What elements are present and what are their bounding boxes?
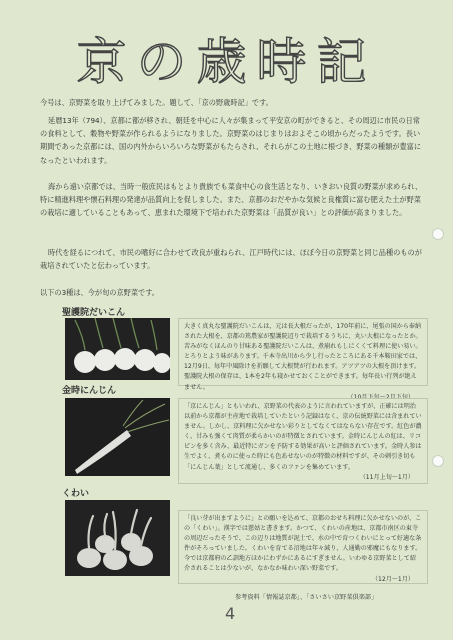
history-paragraph-2: 海から遠い京都では、当時一般庶民はもとより貴族でも菜食中心の食生活となり、いきおい良質の野菜が求められ、特に精進料理や懐石料理の発達が品質向上を促しました。また、京都のおだやかな気候と良権質に富む肥えた土が野菜の栽培に適していることもあって、恵まれた環境下で培われた京野菜は「品質が良い」との評価が高まりました。 xyxy=(40,182,423,218)
page-title: 京の歳時記 xyxy=(76,33,377,91)
list-intro: 以下の3種は、今が旬の京野菜です。 xyxy=(40,288,159,297)
history-paragraph-3: 時代を経るにつれて、市民の嗜好に合わせて改良が重ねられ、江戸時代には、ほぼ今日の京野菜と同じ品種のものが栽培されていたと伝わっています。 xyxy=(40,248,422,271)
carrot-photo xyxy=(65,398,170,476)
daikon-photo xyxy=(65,318,170,380)
vegetable-desc-box-carrot xyxy=(178,398,428,484)
vegetable-name-carrot: 金時にんじん xyxy=(62,386,117,396)
intro-paragraph: 今号は、京野菜を取り上げてみました。題して、「京の野歳時記」です。 xyxy=(40,98,273,107)
vegetable-season-kuwai: （12月〜1月） xyxy=(371,575,414,583)
page-number: 4 xyxy=(225,604,236,623)
binder-hole-bottom xyxy=(432,455,444,467)
vegetable-desc-carrot: 「京にんじん」ともいわれ、京野菜の代表のように言われていますが、正確には明治以前から京都が主産地で栽培していたという記録はなく、京の伝統野菜には含まれていません。しかし、京料理に欠かせない彩りとしてなくてはならない存在です。紅色が濃く、甘みも強くて肉質が柔らかいのが特徴とされています。金時にんじんの紅は、リコピンを多く含み、最近特にガンを予防する効果が高いと評価されています。金時人参は生でよく、煮ものに使った時にも色あせないのが特徴の材料ですが、その刺引き切も「にんじん葉」として流通し、多くのファンを集めています。 xyxy=(184,403,422,471)
binder-hole-top xyxy=(432,228,444,240)
vegetable-desc-kuwai: 「良い芽が出ますように」との願いを込めて、京都のおせち料理に欠かせないのが、この「くわい」。漢字では慈姑と書きます。かつて、くわいの産地は、京都市南区の東寺の周辺だったそうで、この辺りは地質が泥土で、水の中で育つくわいにとって好適な条件がそろっていました。くわいを育てる沼地は年々減り、人通勤の邪魔にもなります。今では京都府の乙訓地方ほかにわずかにあるにすぎません。いわゆる京野菜として紹介されることは少ないが、なかなか味わい深い野菜です。 xyxy=(184,515,422,573)
vegetable-name-daikon: 聖護院だいこん xyxy=(62,308,126,318)
vegetable-desc-daikon: 大きく真丸な聖護院だいこんは、元は長大根だったが、170年前に、尾張の国から奉納された大根を、京都の篤農家が聖護院辺りで栽培するうちに、丸い大根になったとか。苦みがなくほんのり甘味ある聖護院だいこんは、煮崩れもしにくくて料理に使い易い。とろりとよう味があります。千本寺出川から少し行ったところにある千本鞍田家では、12月9日、毎年中風除けを祈願して大根焚が行われます。アツアツの大根を頂けます。聖護院大根の保存は、1本を2年も寝かせておくことができます。毎年長い行列が絶えません。 xyxy=(184,323,422,391)
vegetable-desc-box-daikon xyxy=(178,318,428,391)
vegetable-name-kuwai: くわい xyxy=(62,489,90,499)
history-paragraph-1: 延暦13年（794）、京都に都が移され、朝廷を中心に人々が集まって平安京の町ができると、その周辺に市民の日常の食料として、穀物や野菜が作られるようになりました。京野菜のはじまりはおよそこの頃からだったようです。長い期間であった京都には、国の内外からいろいろな野菜がもたらされ、それらがこの土地に根づき、野菜の種類が豊富になったといわれます。 xyxy=(40,116,422,165)
kuwai-photo xyxy=(65,500,170,576)
reference-credit: 参考資料「情報誌京都」、「さいさい京野菜倶楽部」 xyxy=(235,594,378,601)
vegetable-desc-box-kuwai xyxy=(178,510,428,584)
vegetable-season-carrot: （11月上旬〜1月） xyxy=(359,473,414,481)
